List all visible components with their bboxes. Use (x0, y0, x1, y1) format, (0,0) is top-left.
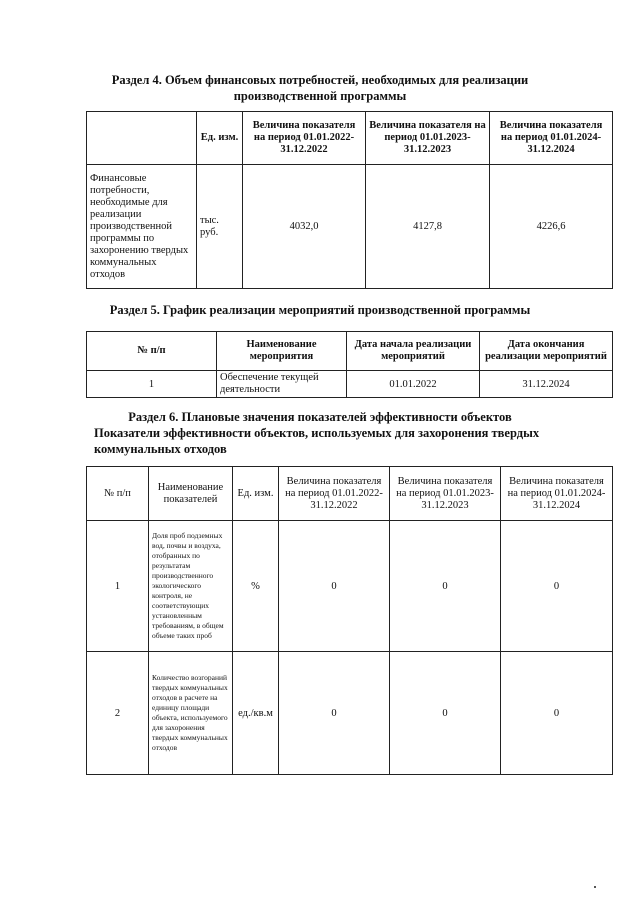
header-cell-num: № п/п (87, 332, 217, 371)
value-2024: 4226,6 (490, 165, 613, 289)
efficiency-indicators-table (86, 466, 613, 775)
section5-title: Раздел 5. График реализации мероприятий производственной программы (109, 303, 531, 317)
row-unit: % (233, 521, 279, 652)
table-row (87, 521, 613, 652)
row-num: 2 (87, 652, 149, 775)
header-cell-2024: Величина показателя на период 01.01.2024- 31.12.2024 (490, 112, 613, 165)
header-cell-2023: Величина показателя на период 01.01.2023- 31.12.2023 (390, 467, 501, 521)
section6-title-line1: Раздел 6. Плановые значения показателей эффективности объектов (128, 410, 512, 424)
row-unit: тыс. руб. (197, 165, 243, 289)
value-2022: 0 (279, 652, 390, 775)
value-2024: 0 (501, 652, 613, 775)
header-cell-2023: Величина показателя на период 01.01.2023- 31.12.2023 (366, 112, 490, 165)
value-2023: 0 (390, 521, 501, 652)
section6-title-line2: Показатели эффективности объектов, используемых для захоронения твердых (94, 426, 540, 440)
section6-title-line3: коммунальных отходов (94, 442, 227, 456)
table-row (87, 652, 613, 775)
row-num: 1 (87, 371, 217, 398)
row-name: Количество возгораний твердых коммунальных отходов в расчете на единицу площади объекта, используемого для захоронения твердых коммунальных отходов (149, 652, 233, 775)
header-cell-end: Дата окончания реализации мероприятий (480, 332, 613, 371)
value-2023: 0 (390, 652, 501, 775)
table-header-row (87, 332, 613, 371)
header-cell-num: № п/п (87, 467, 149, 521)
row-start-date: 01.01.2022 (347, 371, 480, 398)
table-header-row (87, 112, 613, 165)
header-cell-start: Дата начала реализации мероприятий (347, 332, 480, 371)
scan-speck (594, 886, 596, 888)
section4-title-line2: производственной программы (233, 89, 407, 103)
row-end-date: 31.12.2024 (480, 371, 613, 398)
table-header-row (87, 467, 613, 521)
header-cell-2022: Величина показателя на период 01.01.2022- 31.12.2022 (279, 467, 390, 521)
row-num: 1 (87, 521, 149, 652)
row-name: Обеспечение текущей деятельности (217, 371, 347, 398)
row-unit: ед./кв.м (233, 652, 279, 775)
section4-title-line1: Раздел 4. Объем финансовых потребностей, необходимых для реализации (111, 73, 529, 87)
value-2024: 0 (501, 521, 613, 652)
header-cell-2022: Величина показателя на период 01.01.2022- 31.12.2022 (243, 112, 366, 165)
row-name: Доля проб подземных вод, почвы и воздуха, отобранных по результатам производственного экологического контроля, не соответствующих установленным требованиям, в общем объеме таких проб (149, 521, 233, 652)
header-cell-2024: Величина показателя на период 01.01.2024- 31.12.2024 (501, 467, 613, 521)
header-cell-name: Наименование показателей (149, 467, 233, 521)
header-cell-unit: Ед. изм. (233, 467, 279, 521)
financial-needs-table (86, 111, 613, 289)
header-cell-name: Наименование мероприятия (217, 332, 347, 371)
value-2022: 0 (279, 521, 390, 652)
header-cell-blank (87, 112, 197, 165)
table-row (87, 371, 613, 398)
schedule-table (86, 331, 613, 398)
table-row (87, 165, 613, 289)
value-2023: 4127,8 (366, 165, 490, 289)
value-2022: 4032,0 (243, 165, 366, 289)
header-cell-unit: Ед. изм. (197, 112, 243, 165)
row-name: Финансовые потребности, необходимые для реализации производственной программы по захоронению твердых коммунальных отходов (87, 165, 197, 289)
